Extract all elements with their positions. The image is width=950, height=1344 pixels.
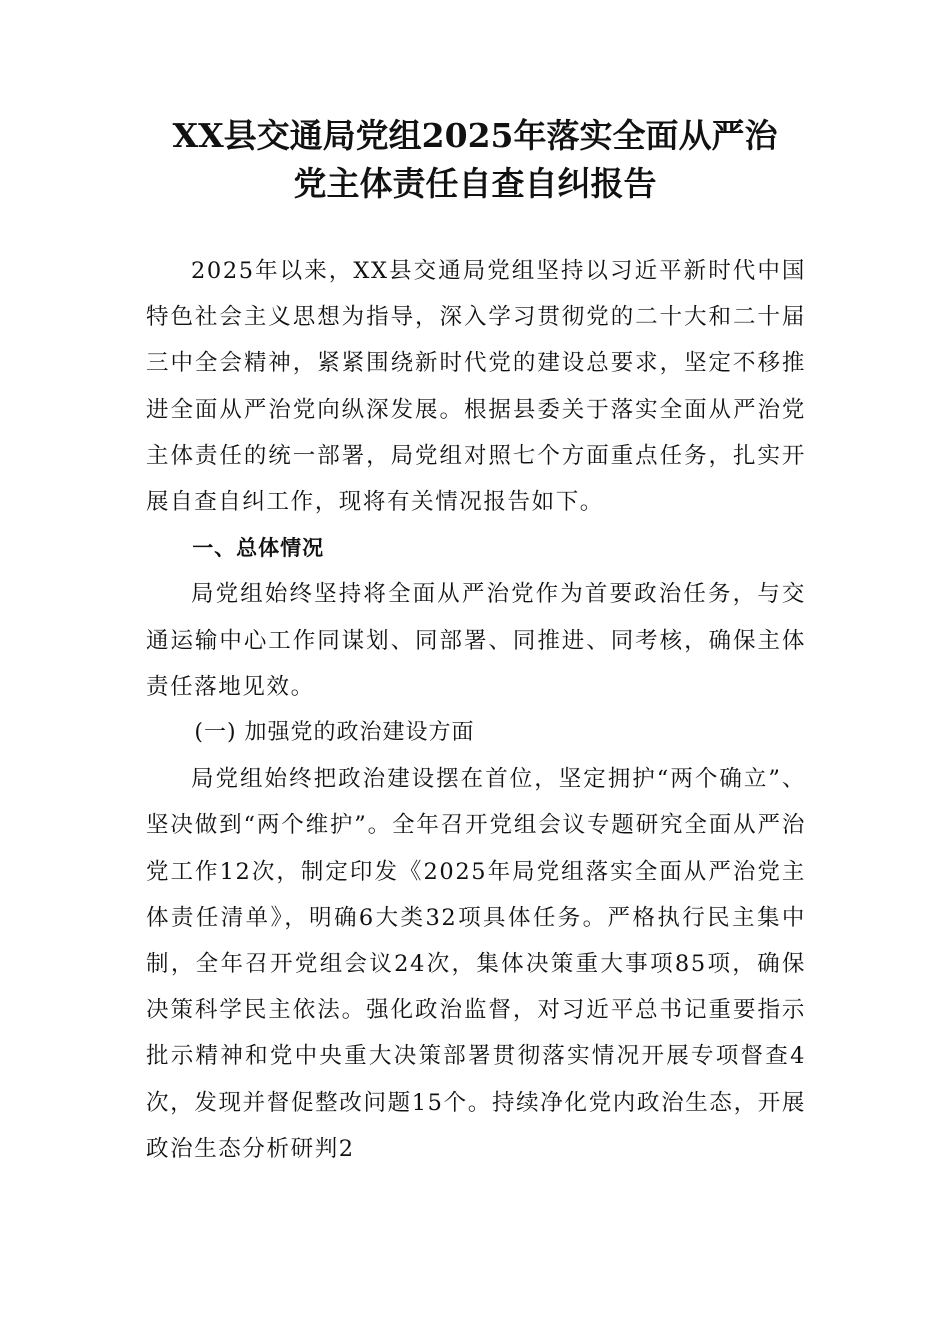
title-line-2: 党主体责任自查自纠报告 [293, 164, 657, 203]
political-paragraph: 局党组始终把政治建设摆在首位，坚定拥护“两个确立”、坚决做到“两个维护”。全年召开党组会议专题研究全面从严治党工作12次，制定印发《2025年局党组落实全面从严治党主体责任清单》，明确6大类32项具体任务。严格执行民主集中制，全年召开党组会议24次，集体决策重大事项85项，确保决策科学民主依法。强化政治监督，对习近平总书记重要指示批示精神和党中央重大决策部署贯彻落实情况开展专项督查4次，发现并督促整改问题15个。持续净化党内政治生态，开展政治生态分析研判2 [146, 766, 806, 1162]
title-line-1: XX县交通局党组2025年落实全面从严治 [172, 116, 778, 155]
document-body [146, 248, 806, 1172]
subsection-heading-political: (一) 加强党的政治建设方面 [194, 720, 475, 746]
overview-paragraph: 局党组始终坚持将全面从严治党作为首要政治任务，与交通运输中心工作同谋划、同部署、同推进、同考核，确保主体责任落地见效。 [146, 581, 806, 700]
section-heading-overview: 一、总体情况 [192, 536, 325, 561]
document-title [120, 112, 830, 208]
intro-paragraph: 2025年以来，XX县交通局党组坚持以习近平新时代中国特色社会主义思想为指导，深入学习贯彻党的二十大和二十届三中全会精神，紧紧围绕新时代党的建设总要求，坚定不移推进全面从严治党向纵深发展。根据县委关于落实全面从严治党主体责任的统一部署，局党组对照七个方面重点任务，扎实开展自查自纠工作，现将有关情况报告如下。 [146, 258, 806, 516]
